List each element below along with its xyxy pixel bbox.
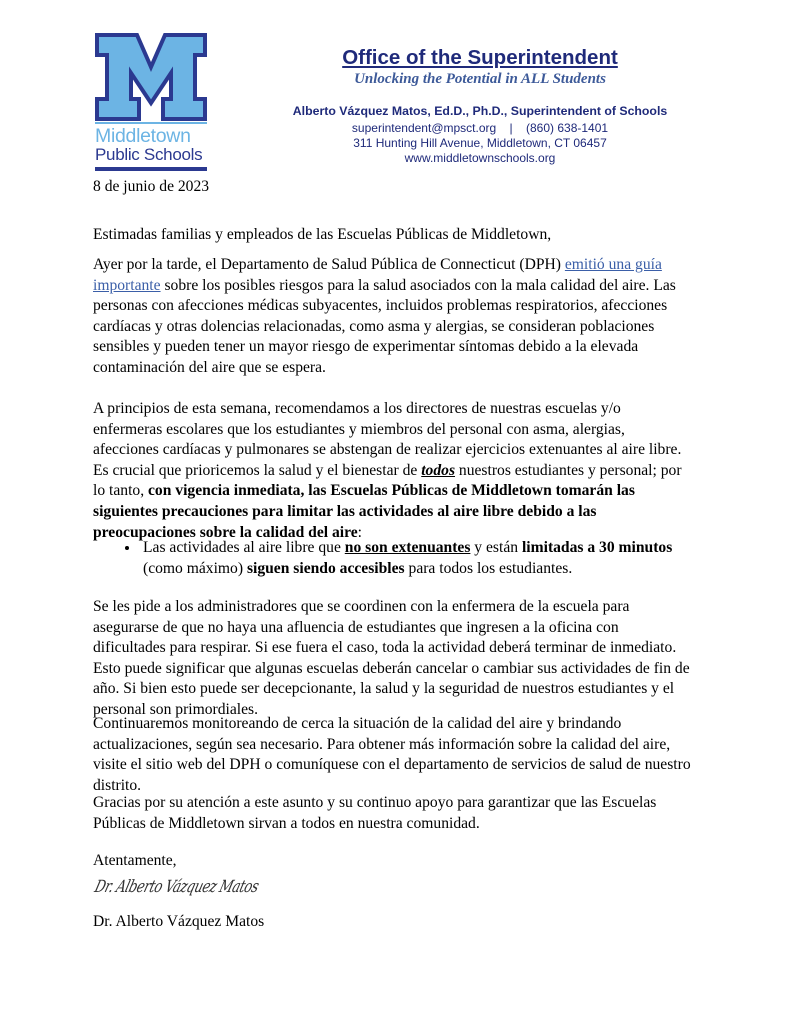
tagline: Unlocking the Potential in ALL Students (354, 71, 606, 87)
superintendent-name: Alberto Vázquez Matos, Ed.D., Ph.D., Superintendent of Schools (292, 104, 668, 118)
bold-text: limitadas a 30 minutos (521, 539, 673, 556)
bold-text: siguen siendo accesibles (246, 559, 405, 577)
paragraph-4: Continuaremos monitoreando de cerca la situación de la calidad del aire y brindando actualizaciones, según sea necesario. Para obtener más información sobre la calidad del aire, visite el sitio web del DPH o comuníquese con el departamento de servicios de salud de nuestro distrito. (93, 715, 691, 794)
signer-name: Dr. Alberto Vázquez Matos (93, 913, 265, 930)
district-logo (95, 33, 207, 166)
list-item (140, 538, 693, 579)
address: 311 Hunting Hill Avenue, Middletown, CT 06457 (353, 136, 607, 150)
text: para todos los estudiantes. (404, 559, 573, 577)
text: : (357, 523, 363, 541)
salutation: Estimadas familias y empleados de las Escuelas Públicas de Middletown, (93, 226, 552, 243)
logo-underline (95, 167, 207, 171)
email: superintendent@mpsct.org (351, 121, 497, 135)
phone: (860) 638-1401 (526, 121, 609, 135)
bullet-list (93, 538, 693, 579)
signature (92, 877, 261, 898)
bold-underlined-text: no son extenuantes (344, 539, 471, 556)
guidance-link[interactable]: emitió una guía importante (93, 256, 662, 294)
m-logo-icon (95, 33, 207, 121)
logo-text-public-schools: Public Schools (95, 145, 203, 164)
text: Ayer por la tarde, el Departamento de Salud Pública de Connecticut (DPH) (93, 256, 565, 273)
text: y están (470, 539, 522, 556)
office-title: Office of the Superintendent (342, 46, 618, 69)
bold-text: con vigencia inmediata, las Escuelas Públicas de Middletown tomarán las siguientes precauciones para limitar las actividades al aire libre debido a las preocupaciones sobre la calidad del aire (93, 482, 635, 541)
text: nuestros estudiantes y personal; por lo tanto, (93, 461, 682, 500)
paragraph-3: Se les pide a los administradores que se coordinen con la enfermera de la escuela para asegurarse de que no haya una afluencia de estudiantes que ingresen a la oficina con dificultades para respirar. Si ese fuera el caso, toda la actividad deberá terminar de inmediato. Esto puede significar que algunas escuelas deberán cancelar o cambiar sus actividades de fin de año. Si bien esto puede ser decepcionante, la salud y la seguridad de nuestros estudiantes y el personal son primordiales. (93, 598, 690, 718)
logo-divider (95, 122, 207, 124)
logo-text-middletown: Middletown (95, 125, 191, 147)
signature-script: Dr. Alberto Vázquez Matos (92, 877, 261, 898)
text: A principios de esta semana, recomendamos a los directores de nuestras escuelas y/o enfermeras escolares que los estudiantes y miembros del personal con asma, alergias, afecciones cardíacas y pulmonares se abstengan de realizar ejercicios extenuantes al aire libre. Es crucial que prioricemos la salud y el bienestar de (93, 400, 682, 479)
paragraph-2 (93, 399, 693, 543)
text: sobre los posibles riesgos para la salud asociados con la mala calidad del aire. Las personas con afecciones médicas subyacentes, incluidos problemas respiratorios, afecciones cardíacas y otras dolencias relacionadas, como asma y alergias, se consideran poblaciones sensibles y pueden tener un mayor riesgo de experimentar síntomas debido a la elevada contaminación del aire que se espera. (93, 276, 676, 376)
closing: Atentamente, (93, 852, 177, 869)
paragraph-5: Gracias por su atención a este asunto y su continuo apoyo para garantizar que las Escuelas Públicas de Middletown sirvan a todos en nuestra comunidad. (93, 794, 657, 832)
text: (como máximo) (143, 559, 247, 577)
separator: | (509, 121, 513, 135)
contact-line (280, 121, 680, 135)
emphasis-todos: todos (421, 461, 456, 479)
paragraph-1 (93, 255, 693, 379)
website: www.middletownschools.org (404, 151, 556, 165)
text: Las actividades al aire libre que (143, 539, 345, 556)
letter-date: 8 de junio de 2023 (93, 178, 210, 195)
